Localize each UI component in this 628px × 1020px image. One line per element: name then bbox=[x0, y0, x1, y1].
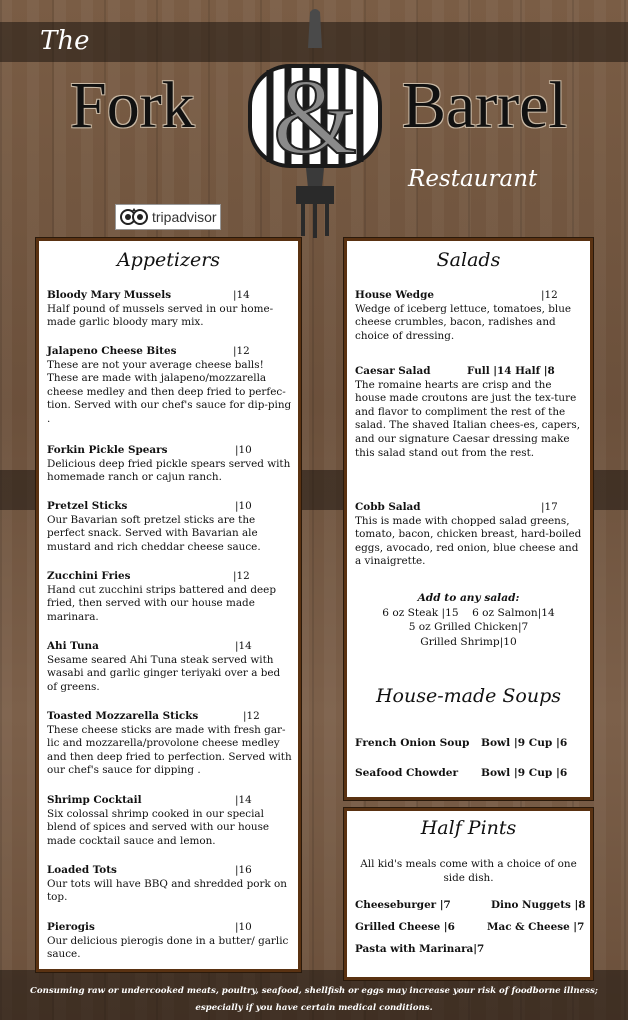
tripadvisor-label: tripadvisor bbox=[152, 209, 217, 225]
kids-item: Mac & Cheese |7 bbox=[487, 921, 585, 933]
soup-sizes: Bowl |9 Cup |6 bbox=[481, 767, 568, 779]
appetizers-title: Appetizers bbox=[116, 249, 221, 271]
tripadvisor-badge[interactable] bbox=[115, 204, 221, 230]
item-name: Ahi Tuna bbox=[47, 640, 99, 652]
item-price: |12 bbox=[243, 710, 260, 722]
half-pints-panel bbox=[344, 808, 593, 980]
item-price: |10 bbox=[235, 921, 252, 933]
menu-item bbox=[47, 500, 292, 554]
item-name: Jalapeno Cheese Bites bbox=[47, 345, 177, 357]
item-description: Our Bavarian soft pretzel sticks are the perfect snack. Served with Bavarian ale mustard and rich cheddar cheese sauce. bbox=[47, 513, 261, 553]
soup-sizes: Bowl |9 Cup |6 bbox=[481, 737, 568, 749]
menu-item bbox=[47, 640, 292, 694]
item-price: |14 bbox=[235, 794, 252, 806]
addon-line: 6 oz Steak |15 6 oz Salmon|14 bbox=[382, 606, 555, 619]
menu-item bbox=[47, 289, 292, 330]
item-description: Our tots will have BBQ and shredded pork on top. bbox=[47, 877, 287, 904]
logo-fork-text: Fork bbox=[70, 69, 195, 142]
salads-panel bbox=[344, 238, 593, 800]
item-price: |14 bbox=[235, 640, 252, 652]
kids-item: Grilled Cheese |6 bbox=[355, 921, 455, 933]
item-price: |16 bbox=[235, 864, 252, 876]
item-description: Our delicious pierogis done in a butter/ garlic sauce. bbox=[47, 934, 289, 961]
salad-addons bbox=[347, 591, 590, 649]
appetizers-panel bbox=[36, 238, 301, 972]
item-description: This is made with chopped salad greens, tomato, bacon, chicken breast, hard-boiled eggs, avocado, red onion, blue cheese and a vinaigrette. bbox=[355, 514, 582, 568]
item-price: |10 bbox=[235, 444, 252, 456]
item-name: Shrimp Cocktail bbox=[47, 794, 142, 806]
item-price: |12 bbox=[541, 289, 558, 301]
menu-item bbox=[47, 444, 292, 485]
item-price: |14 bbox=[233, 289, 250, 301]
fork-barrel-logo-icon bbox=[230, 8, 400, 240]
health-disclaimer: Consuming raw or undercooked meats, poultry, seafood, shellfish or eggs may increase your risk of foodborne illness; especially if you have certain medical conditions. bbox=[30, 986, 598, 1013]
item-name: Bloody Mary Mussels bbox=[47, 289, 172, 301]
menu-item bbox=[47, 921, 292, 962]
item-name: House Wedge bbox=[355, 289, 434, 301]
item-price: Full |14 Half |8 bbox=[467, 365, 555, 377]
item-description: These are not your average cheese balls! These are made with jalapeno/mozzarella cheese medley and then deep fried to perfec-tion. Served with our chef's sauce for dip-ping . bbox=[47, 358, 292, 425]
item-price: |10 bbox=[235, 500, 252, 512]
soup-name: French Onion Soup bbox=[355, 737, 470, 749]
logo-the-text: The bbox=[40, 26, 90, 56]
item-description: Six colossal shrimp cooked in our special blend of spices and served with our house made cocktail sauce and lemon. bbox=[47, 807, 270, 847]
menu-item bbox=[355, 365, 584, 460]
menu-item bbox=[47, 570, 292, 624]
item-name: Pierogis bbox=[47, 921, 95, 933]
menu-item bbox=[47, 710, 292, 778]
salads-title: Salads bbox=[436, 249, 501, 271]
soup-row bbox=[355, 767, 584, 779]
soups-title: House-made Soups bbox=[375, 685, 562, 707]
menu-item bbox=[47, 794, 292, 848]
item-description: Hand cut zucchini strips battered and deep fried, then served with our house made marinara. bbox=[47, 583, 276, 623]
soup-name: Seafood Chowder bbox=[355, 767, 459, 779]
menu-item bbox=[47, 864, 292, 905]
menu-item bbox=[355, 289, 584, 343]
soup-row bbox=[355, 737, 584, 749]
item-description: Delicious deep fried pickle spears served with homemade ranch or cajun ranch. bbox=[47, 457, 291, 484]
half-pints-title: Half Pints bbox=[420, 817, 517, 839]
tripadvisor-owl-icon bbox=[120, 208, 148, 226]
item-name: Toasted Mozzarella Sticks bbox=[47, 710, 199, 722]
addon-header: Add to any salad: bbox=[417, 592, 520, 604]
item-description: Sesame seared Ahi Tuna steak served with wasabi and garlic ginger teriyaki over a bed of greens. bbox=[47, 653, 281, 693]
menu-item bbox=[355, 501, 584, 569]
menu-item bbox=[47, 345, 292, 427]
item-name: Caesar Salad bbox=[355, 365, 431, 377]
item-price: |12 bbox=[233, 570, 250, 582]
item-name: Cobb Salad bbox=[355, 501, 421, 513]
kids-item: Pasta with Marinara|7 bbox=[355, 943, 485, 955]
item-price: |12 bbox=[233, 345, 250, 357]
item-name: Zucchini Fries bbox=[47, 570, 131, 582]
logo-barrel-text: Barrel bbox=[402, 69, 567, 142]
addon-line: 5 oz Grilled Chicken|7 bbox=[408, 621, 529, 633]
logo-restaurant-text: Restaurant bbox=[408, 166, 538, 192]
svg-text:&: & bbox=[272, 58, 358, 177]
item-name: Loaded Tots bbox=[47, 864, 117, 876]
kids-item: Dino Nuggets |8 bbox=[491, 899, 586, 911]
addon-line: Grilled Shrimp|10 bbox=[420, 635, 517, 648]
half-pints-intro: All kid's meals come with a choice of one side dish. bbox=[360, 858, 577, 884]
item-price: |17 bbox=[541, 501, 558, 513]
kids-item: Cheeseburger |7 bbox=[355, 899, 451, 911]
item-description: Wedge of iceberg lettuce, tomatoes, blue cheese crumbles, bacon, radishes and choice of dressing. bbox=[355, 302, 572, 342]
item-description: Half pound of mussels served in our home-made garlic bloody mary mix. bbox=[47, 302, 274, 329]
item-name: Forkin Pickle Spears bbox=[47, 444, 168, 456]
item-description: These cheese sticks are made with fresh gar-lic and mozzarella/provolone cheese medley and then deep fried to perfection. Served with our chef's sauce for dipping . bbox=[47, 723, 292, 777]
item-description: The romaine hearts are crisp and the house made croutons are just the tex-ture and flavor to compliment the rest of the salad. The shaved Italian chees-es, capers, and our signature Caesar dressing make this salad stand out from the rest. bbox=[355, 378, 581, 459]
item-name: Pretzel Sticks bbox=[47, 500, 128, 512]
